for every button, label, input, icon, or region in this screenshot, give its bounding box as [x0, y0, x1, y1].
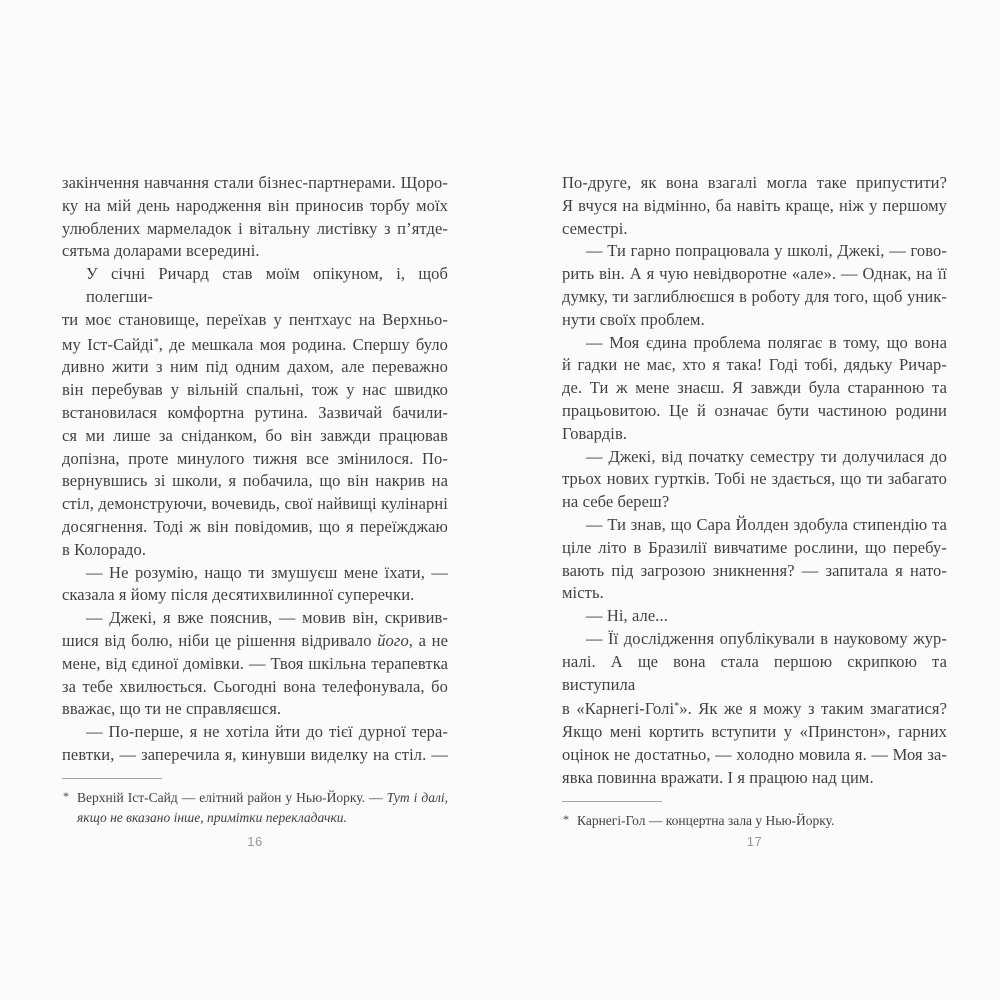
text-line — [62, 448, 448, 471]
text-segment: оцінок не достатньо, — холодно мовила я. — Моя за- — [562, 744, 947, 764]
text-segment: встановилася комфортна рутина. Зазвичай бачили- — [62, 402, 448, 422]
text-segment: ти моє становище, переїхав у пентхаус на Верхньо- — [62, 309, 448, 329]
text-line — [62, 584, 448, 607]
text-segment: вважає, що ти не справляєшся. — [62, 699, 282, 719]
text-line — [562, 491, 947, 514]
text-segment: — Джекі, від початку семестру ти долучилася до — [586, 446, 947, 466]
footnote-divider — [62, 778, 162, 779]
text-line — [562, 605, 947, 628]
text-segment: стіл, демонструючи, вочевидь, свої найвищі кулінарні — [62, 494, 448, 514]
text-segment: працьовитою. Це й означає бути частиною родини — [562, 400, 947, 420]
text-segment: шися від болю, ніби це рішення відривало — [62, 630, 378, 650]
text-line — [62, 562, 448, 585]
text-line — [62, 493, 448, 516]
text-line — [562, 514, 947, 537]
text-segment: Карнегі-Гол — концертна зала у Нью-Йорку. — [577, 812, 835, 828]
text-line — [562, 628, 947, 651]
text-line — [62, 172, 448, 195]
text-segment: — Ти гарно попрацювала у школі, Джекі, — гово- — [586, 241, 947, 261]
text-line — [562, 537, 947, 560]
text-segment: — По-перше, я не хотіла йти до тієї дурної тера- — [86, 722, 448, 742]
text-line — [62, 379, 448, 402]
text-line — [562, 651, 947, 697]
text-segment: думку, ти заглиблюєшся в роботу для того, щоб уник- — [562, 286, 947, 306]
footnote-line — [62, 788, 448, 808]
text-line — [562, 767, 947, 790]
text-line — [562, 240, 947, 263]
footnote-body — [62, 788, 448, 828]
text-line — [62, 240, 448, 263]
text-line — [562, 468, 947, 491]
text-line — [62, 425, 448, 448]
footnote-reference-asterisk: * — [153, 336, 159, 348]
text-segment: У січні Ричард став моїм опікуном, і, щоб полегши- — [86, 264, 448, 306]
text-line — [562, 423, 947, 446]
text-segment: семестрі. — [562, 218, 628, 238]
text-segment: мене, від єдиної домівки. — Твоя шкільна терапевтка — [62, 653, 448, 673]
text-line — [562, 446, 947, 469]
text-line — [62, 630, 448, 653]
text-segment: ся ми лише за сніданком, бо він завжди працював — [62, 425, 448, 445]
text-line — [562, 286, 947, 309]
text-segment: ». Як же я можу з таким змагатися? — [679, 699, 948, 719]
footnote-divider — [562, 801, 662, 802]
text-line — [62, 402, 448, 425]
text-segment: налі. А ще вона стала першою скрипкою та виступила — [562, 651, 947, 694]
text-line — [562, 309, 947, 332]
text-line — [562, 582, 947, 605]
text-line — [562, 195, 947, 218]
text-line — [62, 263, 448, 309]
text-line — [62, 676, 448, 699]
text-segment: мість. — [562, 583, 604, 603]
left-page-body — [62, 172, 448, 767]
text-segment: — Ти знав, що Сара Йолден здобула стипендію та — [586, 514, 947, 534]
text-line — [62, 195, 448, 218]
emphasis-text: Тут і далі, — [386, 789, 448, 805]
page-number: 16 — [247, 834, 263, 849]
text-line — [62, 332, 448, 357]
text-segment: в Колорадо. — [62, 539, 147, 559]
footnote — [562, 801, 947, 831]
text-segment: явка повинна вражати. І я працюю над цим. — [562, 767, 874, 787]
text-segment: сятьма доларами всередині. — [62, 241, 260, 261]
text-segment: допізна, проте минулого тижня все змінилося. По- — [62, 448, 448, 468]
text-line — [562, 218, 947, 241]
text-line — [562, 263, 947, 286]
text-segment: ціле літо в Бразилії вивчатиме рослини, що перебу- — [562, 537, 947, 557]
emphasis-text: якщо не вказано інше, примітки перекладачки. — [77, 809, 347, 825]
text-segment: за тебе хвилюється. Сьогодні вона телефонувала, бо — [62, 676, 448, 696]
text-segment: Я вчуся на відмінно, ба навіть краще, ніж у першому — [562, 195, 947, 215]
footnote-line — [562, 811, 947, 831]
text-segment: досягнення. Тоді ж він повідомив, що я переїжджаю — [62, 516, 448, 536]
footnote-reference-asterisk: * — [674, 701, 680, 713]
text-segment: дивно жити з ним під одним дахом, але переважно — [62, 357, 448, 377]
text-segment: — Її дослідження опублікували в науковому жур- — [586, 628, 947, 648]
text-segment: — Джекі, я вже пояснив, — мовив він, скривив- — [86, 608, 448, 628]
text-line — [62, 607, 448, 630]
text-line — [62, 698, 448, 721]
text-line — [562, 721, 947, 744]
text-line — [562, 354, 947, 377]
text-segment: Верхній Іст-Сайд — елітний район у Нью-Йорку. — — [77, 789, 387, 805]
text-line — [62, 309, 448, 332]
footnote-body — [562, 811, 947, 831]
footnote — [62, 778, 448, 828]
text-segment: вернувшись зі школи, я побачила, що він накрив на — [62, 471, 448, 491]
text-segment: Якщо мені кортить вступити у «Принстон», гарних — [562, 722, 947, 742]
text-segment: , де мешкала моя родина. Спершу було — [158, 334, 448, 354]
footnote-marker: * — [563, 811, 569, 826]
text-segment: де. Ти ж мене знаєш. Я завжди була старанною та — [562, 378, 947, 398]
text-segment: в «Карнегі-Голі — [562, 699, 675, 719]
text-line — [62, 470, 448, 493]
text-line — [562, 696, 947, 721]
text-segment: закінчення навчання стали бізнес-партнерами. Щоро- — [62, 173, 448, 192]
text-segment: По-друге, як вона взагалі могла таке припустити? — [562, 173, 947, 192]
text-segment: , а не — [408, 630, 448, 650]
text-line — [62, 721, 448, 744]
text-segment: ку на мій день народження він приносив торбу моїх — [62, 195, 448, 215]
text-line — [62, 539, 448, 562]
text-segment: Говардів. — [562, 423, 628, 443]
text-segment: певтки, — заперечила я, кинувши виделку на стіл. — — [62, 744, 448, 764]
text-line — [562, 377, 947, 400]
text-segment: рить він. А я чую невідворотне «але». — Однак, на її — [562, 264, 947, 284]
text-line — [562, 744, 947, 767]
text-segment: він перебував у вільній спальні, тож у нас швидко — [62, 380, 448, 400]
text-segment: сказала я йому після десятихвилинної суперечки. — [62, 585, 415, 605]
text-segment: на себе береш? — [562, 492, 670, 512]
text-segment: — Не розумію, нащо ти змушуєш мене їхати, — — [86, 562, 448, 582]
text-segment: нути своїх проблем. — [562, 309, 705, 329]
text-line — [62, 516, 448, 539]
footnote-marker: * — [63, 788, 69, 803]
text-line — [562, 172, 947, 195]
page-number: 17 — [746, 834, 763, 849]
emphasis-text: його — [377, 630, 409, 650]
text-line — [62, 218, 448, 241]
text-line — [62, 356, 448, 379]
right-page-body — [562, 172, 947, 790]
text-segment: й гадки не має, хто я така! Годі тобі, дядьку Ричар- — [562, 355, 947, 375]
text-segment: му Іст-Сайді — [62, 334, 154, 354]
text-line — [562, 332, 947, 355]
text-line — [62, 744, 448, 767]
left-page — [62, 172, 448, 828]
text-segment: трьох нових гуртків. Тобі не здається, що ти забагато — [562, 469, 947, 489]
footnote-line — [62, 808, 448, 828]
text-line — [62, 653, 448, 676]
text-line — [562, 560, 947, 583]
right-page — [562, 172, 947, 831]
text-segment: вають під загрозою зникнення? — запитала я нато- — [562, 560, 947, 580]
text-segment: улюблених мармеладок і вітальну листівку з п’ятде- — [62, 218, 448, 238]
text-line — [562, 400, 947, 423]
text-segment: — Ні, але... — [586, 606, 668, 626]
text-segment: — Моя єдина проблема полягає в тому, що вона — [586, 332, 947, 352]
